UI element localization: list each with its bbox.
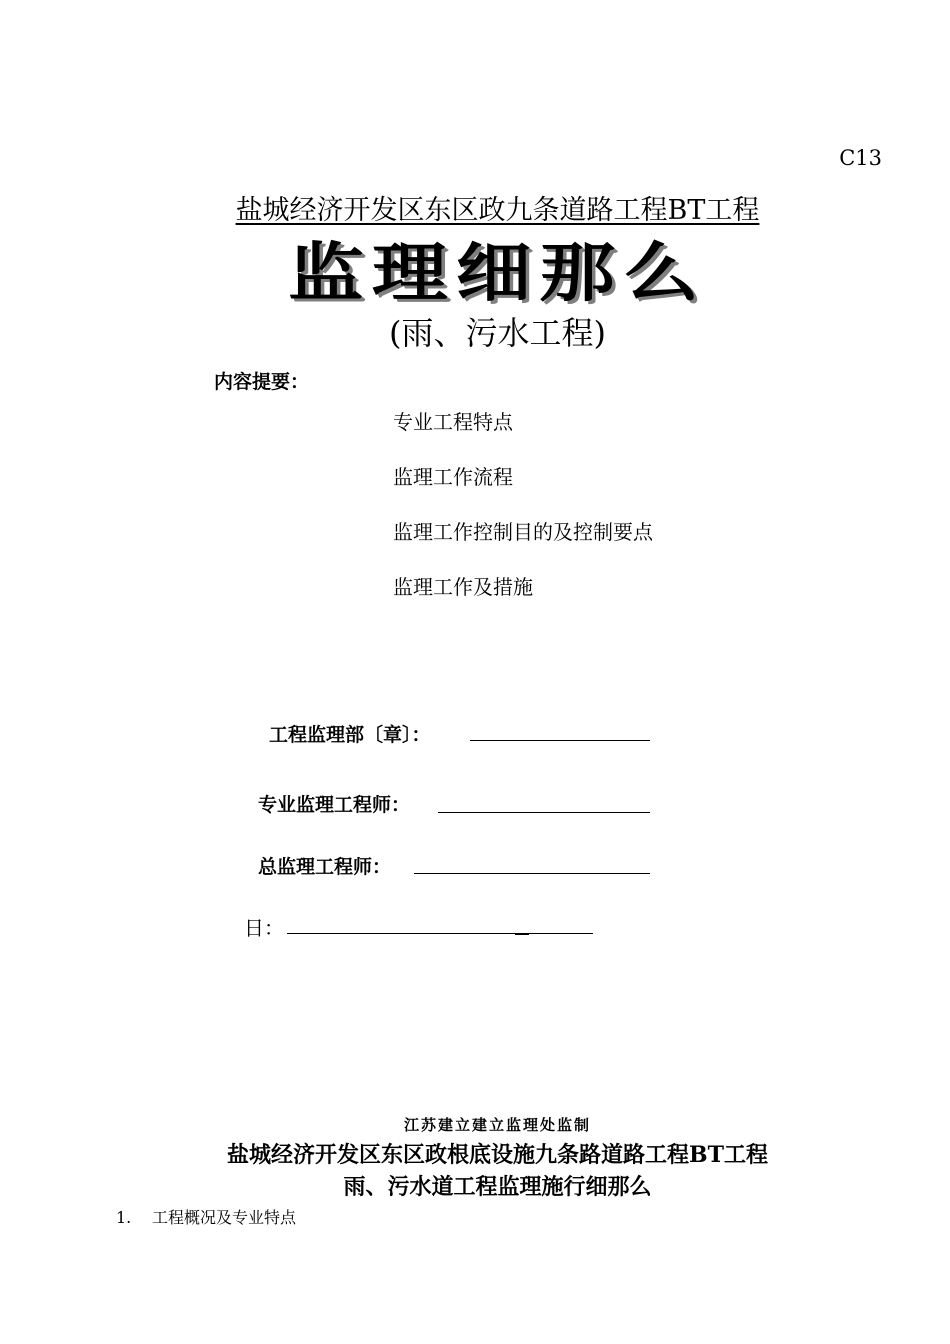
signature-dept-line[interactable]: [470, 740, 650, 741]
contents-heading: 内容提要：: [214, 371, 310, 393]
issuer-label: 江苏建立建立监理处监制: [403, 1116, 591, 1134]
body-title-line-1: 盐城经济开发区东区政根底设施九条路道路工程BT工程: [227, 1142, 768, 1168]
body-title-line-2: 雨、污水道工程监理施行细那么: [343, 1174, 652, 1200]
contents-item: 监理工作控制目的及控制要点: [393, 520, 653, 544]
project-title: 盐城经济开发区东区政九条道路工程BT工程: [235, 195, 760, 226]
signature-date-line[interactable]: [287, 933, 593, 934]
main-title: 监理细那么: [288, 237, 708, 311]
signature-chief-line[interactable]: [414, 873, 650, 874]
document-code: C13: [839, 146, 882, 170]
signature-date-line-mark: [515, 933, 529, 935]
signature-date-label: 日：: [244, 916, 284, 940]
signature-specialist-label: 专业监理工程师：: [258, 794, 411, 816]
signature-chief-label: 总监理工程师：: [258, 856, 392, 878]
subtitle: (雨、污水工程): [389, 314, 606, 352]
section-title: 工程概况及专业特点: [152, 1208, 297, 1227]
section-number: 1.: [116, 1208, 132, 1227]
contents-item: 监理工作及措施: [393, 575, 533, 599]
contents-item: 专业工程特点: [393, 410, 513, 434]
contents-item: 监理工作流程: [393, 465, 513, 489]
signature-specialist-line[interactable]: [438, 812, 650, 813]
section-heading: [116, 1205, 296, 1228]
signature-dept-label: 工程监理部〔章〕：: [269, 724, 431, 746]
